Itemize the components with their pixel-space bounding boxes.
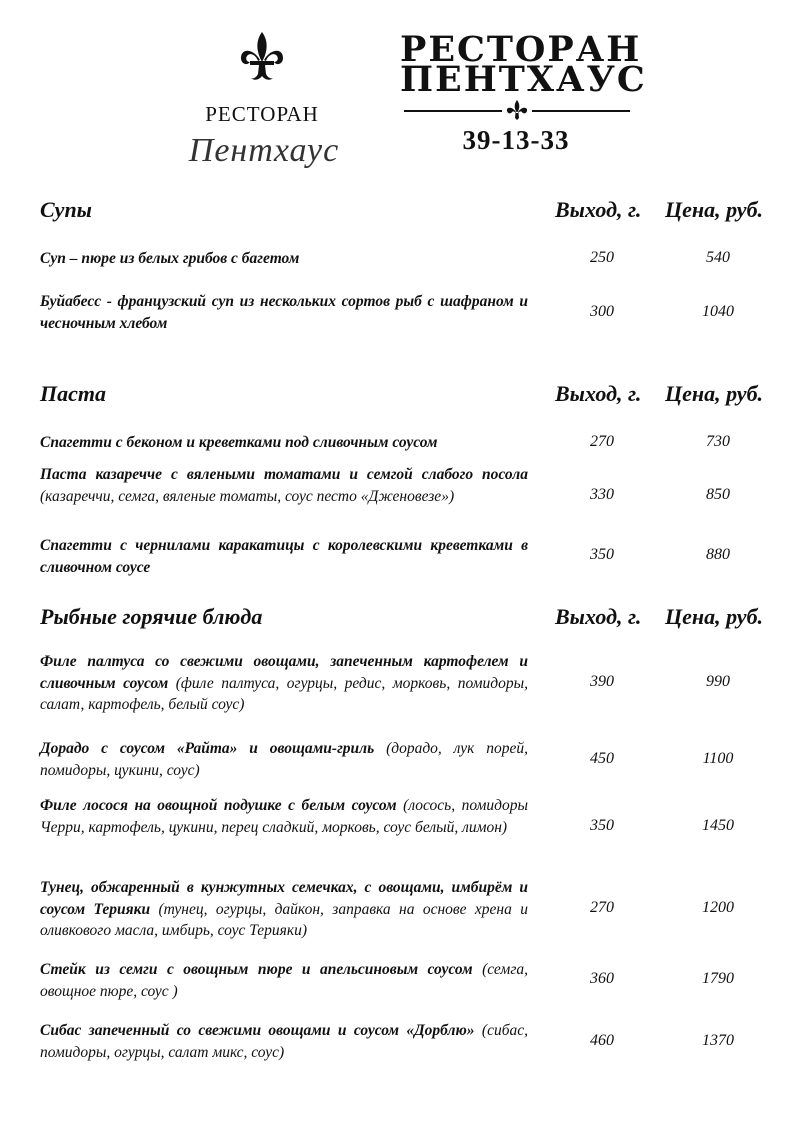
logo-left-script: Пентхаус — [188, 132, 340, 169]
column-weight-label: Выход, г. — [555, 604, 642, 629]
item-price: 990 — [706, 673, 730, 690]
item-price: 1200 — [702, 899, 734, 916]
column-price-label: Цена, руб. — [665, 381, 764, 406]
section-soups — [40, 197, 775, 332]
item-weight: 460 — [590, 1032, 614, 1049]
item-price: 1100 — [702, 750, 734, 767]
item-description: Сибас запеченный со свежими овощами и соусом «Дорблю» (сибас, помидоры, огурцы, салат микс, соус) — [40, 1022, 528, 1061]
item-price: 850 — [706, 486, 730, 503]
item-description: Спагетти с беконом и креветками под сливочным соусом — [40, 434, 438, 451]
item-price: 730 — [706, 433, 730, 450]
item-price: 1790 — [702, 970, 734, 987]
item-price: 1040 — [702, 303, 734, 320]
divider-fleur-icon — [404, 99, 630, 121]
logo-left-word: РЕСТОРАН — [205, 102, 319, 126]
section-title: Рыбные горячие блюда — [40, 604, 263, 629]
item-description: Филе лосося на овощной подушке с белым соусом (лосось, помидоры Черри, картофель, цукини, перец сладкий, морковь, соус белый, лимон) — [40, 797, 528, 836]
column-weight-label: Выход, г. — [555, 381, 642, 406]
item-price: 880 — [706, 546, 730, 563]
item-weight: 390 — [590, 673, 614, 690]
item-weight: 350 — [590, 546, 614, 563]
item-weight: 360 — [590, 970, 614, 987]
section-fish-dishes — [40, 604, 775, 1061]
section-header — [40, 381, 775, 411]
column-weight-label: Выход, г. — [555, 197, 642, 222]
section-pasta — [40, 381, 775, 576]
item-description: Суп – пюре из белых грибов с багетом — [40, 250, 300, 267]
section-title: Супы — [40, 197, 92, 222]
section-header — [40, 604, 775, 634]
item-description: Дорадо с соусом «Райта» и овощами-гриль (дорадо, лук порей, помидоры, цукини, соус) — [40, 740, 528, 779]
logo-left — [172, 28, 352, 169]
item-weight: 270 — [590, 433, 614, 450]
section-title: Паста — [40, 381, 106, 406]
logo-right — [400, 29, 647, 162]
item-weight: 250 — [590, 249, 614, 266]
item-description: Паста казаречче с вялеными томатами и семгой слабого посола (казареччи, семга, вяленые томаты, соус песто «Дженовезе») — [40, 466, 528, 505]
column-price-label: Цена, руб. — [665, 197, 764, 222]
column-price-label: Цена, руб. — [665, 604, 764, 629]
item-description: Стейк из семги с овощным пюре и апельсиновым соусом (семга, овощное пюре, соус ) — [40, 961, 528, 1000]
item-description: Буйабесс - французский суп из нескольких сортов рыб с шафраном и чесночным хлебом — [40, 293, 528, 332]
item-weight: 450 — [590, 750, 614, 767]
item-description: Филе палтуса со свежими овощами, запеченным картофелем и сливочным соусом (филе палтуса, огурцы, редис, морковь, помидоры, салат, картофель, белый соус) — [40, 653, 528, 713]
section-header — [40, 197, 775, 227]
item-weight: 270 — [590, 899, 614, 916]
item-price: 1450 — [702, 817, 734, 834]
item-price: 1370 — [702, 1032, 734, 1049]
item-weight: 330 — [590, 486, 614, 503]
item-weight: 350 — [590, 817, 614, 834]
item-price: 540 — [706, 249, 730, 266]
fleur-de-lis-icon — [237, 30, 287, 82]
logo-right-line2: ПЕНТХАУС — [400, 59, 647, 100]
phone-number: 39-13-33 — [462, 125, 570, 155]
logo-right-line1: РЕСТОРАН — [400, 29, 642, 70]
item-description: Спагетти с чернилами каракатицы с королевскими креветками в сливочном соусе — [40, 537, 528, 576]
item-description: Тунец, обжаренный в кунжутных семечках, с овощами, имбирём и соусом Терияки (тунец, огурцы, дайкон, заправка на основе хрена и оливкового масла, имбирь, соус Терияки) — [40, 879, 528, 939]
item-weight: 300 — [590, 303, 614, 320]
